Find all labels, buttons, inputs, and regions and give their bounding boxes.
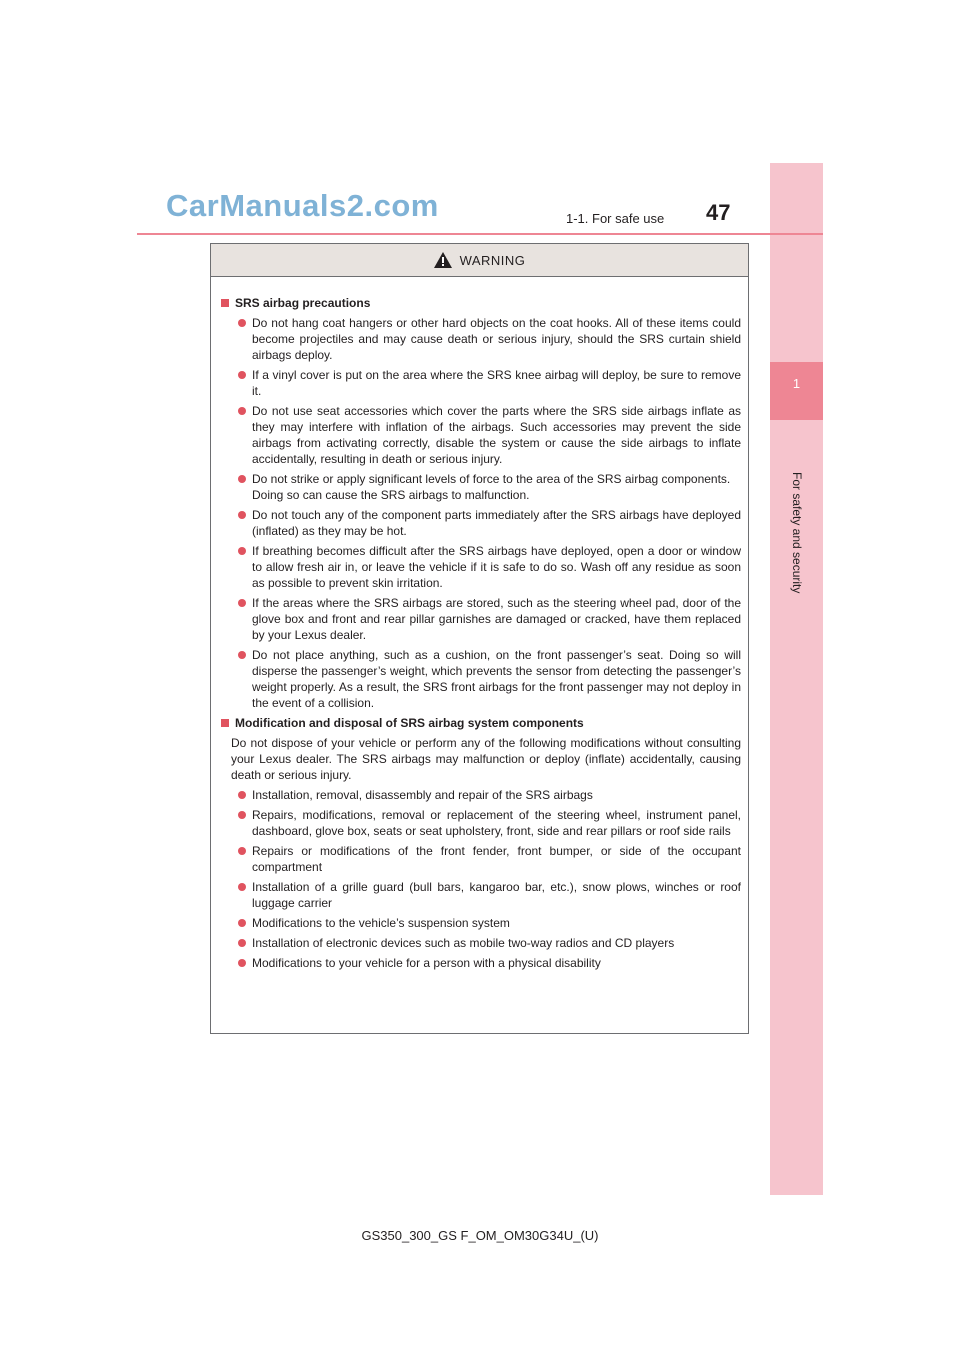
bullet-text: If a vinyl cover is put on the area where the SRS knee airbag will deploy, be sure to remove it. <box>252 368 741 398</box>
bullet-text: Do not strike or apply significant levels of force to the area of the SRS airbag components. Doing so can cause the SRS airbags to malfunction. <box>252 472 731 502</box>
round-bullet-icon <box>238 475 246 483</box>
bullet-item <box>238 915 741 931</box>
warning-subheading <box>221 295 741 311</box>
chapter-title: For safety and security <box>790 472 804 594</box>
round-bullet-icon <box>238 939 246 947</box>
square-bullet-icon <box>221 719 229 727</box>
warning-body <box>211 277 748 971</box>
warning-triangle-icon <box>434 252 452 268</box>
intro-paragraph: Do not dispose of your vehicle or perform any of the following modifications without consulting your Lexus dealer. The SRS airbags may malfunction or deploy (inflate) accidentally, causing death or serious injury. <box>231 736 741 782</box>
page-number: 47 <box>706 200 731 225</box>
bullet-item <box>238 367 741 399</box>
bullet-text: Do not place anything, such as a cushion, on the front passenger’s seat. Doing so will disperse the passenger’s weight, which prevents the sensor from detecting the passenger’s weight properly. As a result, the SRS front airbags for the front passenger may not deploy in the event of a collision. <box>252 648 741 710</box>
bullet-item <box>238 787 741 803</box>
bullet-item <box>238 543 741 591</box>
bullet-item <box>238 471 741 503</box>
bullet-item <box>238 403 741 467</box>
round-bullet-icon <box>238 371 246 379</box>
round-bullet-icon <box>238 791 246 799</box>
round-bullet-icon <box>238 959 246 967</box>
bullet-item <box>238 879 741 911</box>
bullet-item <box>238 807 741 839</box>
bullet-item <box>238 935 741 951</box>
bullet-text: Installation of electronic devices such as mobile two-way radios and CD players <box>252 936 675 950</box>
header-divider <box>137 233 823 235</box>
bullet-item <box>238 507 741 539</box>
bullet-text: Repairs, modifications, removal or replacement of the steering wheel, instrument panel, dashboard, glove box, seats or seat upholstery, front, side and rear pillars or roof side rails <box>252 808 741 838</box>
warning-box <box>210 243 749 1034</box>
bullet-text: Installation, removal, disassembly and repair of the SRS airbags <box>252 788 593 802</box>
bullet-text: If the areas where the SRS airbags are stored, such as the steering wheel pad, door of the glove box and front and rear pillar garnishes are damaged or cracked, have them replaced by your Lexus dealer. <box>252 596 741 642</box>
round-bullet-icon <box>238 651 246 659</box>
bullet-text: If breathing becomes difficult after the SRS airbags have deployed, open a door or window to allow fresh air in, or leave the vehicle if it is safe to do so. Wash off any residue as soon as possible to prevent skin irritation. <box>252 544 741 590</box>
bullet-text: Do not use seat accessories which cover the parts where the SRS side airbags inflate as they may interfere with inflation of the airbags. Such accessories may prevent the side airbags from activating correctly, disable the system or cause the side airbags to inflate accidentally, resulting in death or serious injury. <box>252 404 741 466</box>
chapter-side-tab <box>770 163 823 1195</box>
round-bullet-icon <box>238 511 246 519</box>
round-bullet-icon <box>238 847 246 855</box>
bullet-text: Modifications to the vehicle’s suspension system <box>252 916 510 930</box>
subheading-text: SRS airbag precautions <box>235 296 371 310</box>
document-code: GS350_300_GS F_OM_OM30G34U_(U) <box>361 1228 599 1243</box>
bullet-text: Installation of a grille guard (bull bars, kangaroo bar, etc.), snow plows, winches or roof luggage carrier <box>252 880 741 910</box>
square-bullet-icon <box>221 299 229 307</box>
bullet-text: Do not hang coat hangers or other hard objects on the coat hooks. All of these items could become projectiles and may cause death or serious injury, should the SRS curtain shield airbags deploy. <box>252 316 741 362</box>
round-bullet-icon <box>238 319 246 327</box>
warning-title: WARNING <box>459 252 526 268</box>
round-bullet-icon <box>238 811 246 819</box>
warning-subheading <box>221 715 741 731</box>
subheading-text: Modification and disposal of SRS airbag system components <box>235 716 584 730</box>
section-title: 1-1. For safe use <box>566 211 665 226</box>
bullet-item <box>238 647 741 711</box>
bullet-item <box>238 843 741 875</box>
round-bullet-icon <box>238 919 246 927</box>
bullet-item <box>238 315 741 363</box>
bullet-text: Do not touch any of the component parts immediately after the SRS airbags have deployed (inflated) as they may be hot. <box>252 508 741 538</box>
chapter-number: 1 <box>792 376 801 391</box>
round-bullet-icon <box>238 883 246 891</box>
bullet-item <box>238 595 741 643</box>
round-bullet-icon <box>238 599 246 607</box>
bullet-text: Modifications to your vehicle for a person with a physical disability <box>252 956 601 970</box>
round-bullet-icon <box>238 547 246 555</box>
chapter-tab-active[interactable] <box>770 362 823 420</box>
round-bullet-icon <box>238 407 246 415</box>
bullet-text: Repairs or modifications of the front fender, front bumper, or side of the occupant compartment <box>252 844 741 874</box>
warning-header <box>211 244 748 277</box>
bullet-item <box>238 955 741 971</box>
watermark-logo: CarManuals2.com <box>166 188 439 223</box>
